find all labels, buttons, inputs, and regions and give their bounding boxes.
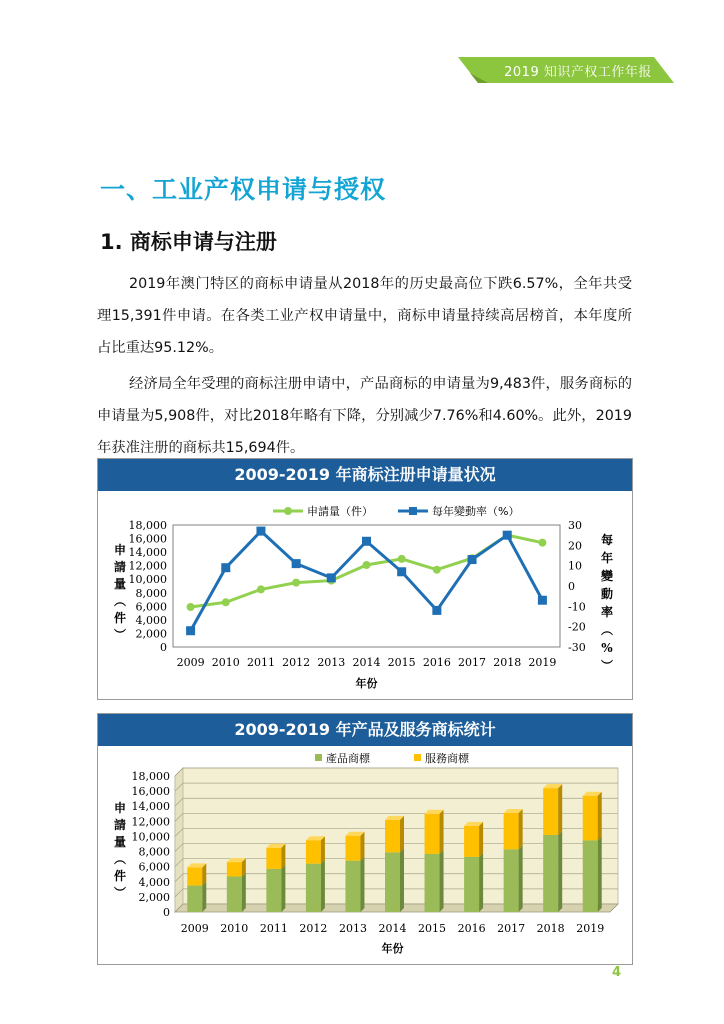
x-tick-label: 2014 [352, 656, 381, 669]
x-tick-label: 2013 [317, 656, 346, 669]
y2-axis-label: 動 [600, 587, 614, 601]
x-tick-label: 2018 [493, 656, 522, 669]
y-tick-label: 2,000 [138, 890, 170, 904]
bar-service [504, 813, 519, 849]
y2-axis-label: 每 [600, 533, 614, 547]
data-point-change-rate [538, 596, 547, 605]
bar-service [266, 848, 281, 869]
bar-product-side [479, 853, 483, 912]
x-tick-label: 2011 [259, 922, 288, 935]
y-axis-label: 件 [113, 611, 127, 625]
bar-service [464, 826, 479, 857]
x-axis-label: 年份 [381, 942, 404, 955]
data-point-change-rate [503, 531, 512, 540]
bar-service-side [519, 809, 523, 849]
bar-product-side [519, 845, 523, 912]
y2-tick-label: 0 [568, 580, 575, 593]
x-tick-label: 2010 [211, 656, 240, 669]
data-point-change-rate [292, 559, 301, 568]
y-tick-label: 8,000 [135, 586, 167, 600]
x-tick-label: 2009 [180, 922, 209, 935]
bar-service [543, 788, 558, 835]
x-tick-label: 2018 [536, 922, 565, 935]
y-axis-label: 件 [113, 869, 127, 883]
data-point-change-rate [186, 626, 195, 635]
x-axis-label: 年份 [355, 677, 378, 690]
y-tick-label: 10,000 [128, 573, 167, 587]
legend-label: 每年變動率（%） [432, 505, 520, 518]
bar-product [543, 835, 558, 912]
x-tick-label: 2011 [246, 656, 275, 669]
y-tick-label: 0 [163, 906, 170, 919]
bar-service [583, 796, 598, 841]
y-tick-label: 4,000 [135, 613, 167, 627]
legend-swatch-marker [284, 507, 292, 515]
report-banner [458, 57, 674, 83]
series-line-change-rate [191, 531, 543, 631]
bar-product-side [202, 882, 206, 912]
bar-product [464, 857, 479, 912]
bar-service [306, 840, 321, 863]
y-axis-label: 量 [113, 835, 127, 849]
bar-product-side [242, 872, 246, 912]
bar-product-side [400, 848, 404, 912]
data-point-applications [257, 585, 265, 593]
bar-product [187, 886, 202, 912]
y-axis-label: 申 [113, 543, 127, 557]
x-tick-label: 2019 [528, 656, 557, 669]
data-point-change-rate [256, 527, 265, 536]
data-point-applications [398, 555, 406, 563]
y-tick-label: 18,000 [128, 519, 167, 532]
legend-label: 申請量（件） [307, 505, 373, 518]
bar-service [227, 862, 242, 876]
y-tick-label: 14,000 [128, 546, 167, 560]
y-axis-label: 請 [113, 818, 127, 832]
bar-service-side [281, 844, 285, 869]
y-tick-label: 2,000 [135, 627, 167, 641]
data-point-change-rate [362, 537, 371, 546]
bar-product-side [598, 836, 602, 912]
x-tick-label: 2012 [282, 656, 311, 669]
bar-service-side [558, 784, 562, 835]
x-tick-label: 2016 [422, 656, 451, 669]
data-point-applications [292, 579, 300, 587]
bar-service-side [400, 816, 404, 852]
y-tick-label: 16,000 [131, 785, 170, 799]
x-tick-label: 2010 [220, 922, 249, 935]
data-point-applications [538, 539, 546, 547]
x-tick-label: 2012 [299, 922, 328, 935]
line-chart-title: 2009-2019 年商标注册申请量状况 [98, 459, 632, 491]
paragraph-1: 2019年澳门特区的商标申请量从2018年的历史最高位下跌6.57%，全年共受理15,391件申请。在各类工业产权申请量中，商标申请量持续高居榜首，本年度所占比重达95.12%。 [97, 276, 632, 356]
data-point-change-rate [221, 563, 230, 572]
bar-service-side [360, 832, 364, 861]
bar-service-side [321, 836, 325, 863]
y-axis-label: ︶ [113, 886, 127, 900]
data-point-change-rate [327, 573, 336, 582]
bar-product [583, 840, 598, 912]
y2-axis-label: % [601, 641, 613, 655]
bar-product [504, 849, 519, 912]
legend-swatch-marker [409, 507, 417, 515]
legend-label: 產品商標 [326, 752, 370, 765]
data-point-change-rate [397, 567, 406, 576]
legend-swatch [414, 754, 421, 761]
y2-axis-label: ︶ [600, 659, 614, 673]
bar-product-side [440, 850, 444, 912]
y-tick-label: 12,000 [128, 559, 167, 573]
data-point-applications [187, 603, 195, 611]
x-tick-label: 2017 [497, 922, 526, 935]
x-tick-label: 2014 [378, 922, 407, 935]
data-point-applications [363, 561, 371, 569]
bar-chart-panel [97, 713, 633, 965]
y-tick-label: 14,000 [131, 800, 170, 814]
y-tick-label: 4,000 [138, 875, 170, 889]
y-tick-label: 10,000 [131, 830, 170, 844]
y-tick-label: 0 [160, 641, 167, 654]
y2-axis-label: ︵ [600, 623, 614, 637]
y2-tick-label: 10 [568, 559, 582, 573]
y-axis-label: 量 [113, 577, 127, 591]
y-tick-label: 18,000 [131, 770, 170, 783]
legend-label: 服務商標 [425, 752, 469, 765]
y-axis-label: 申 [113, 801, 127, 815]
x-tick-label: 2019 [576, 922, 605, 935]
bar-chart [98, 714, 632, 964]
legend-swatch [315, 754, 322, 761]
y-tick-label: 6,000 [135, 600, 167, 614]
y-axis-label: ︵ [113, 594, 127, 608]
bar-service [425, 814, 440, 854]
y2-tick-label: -20 [568, 620, 586, 634]
bar-service-side [479, 822, 483, 857]
y-tick-label: 8,000 [138, 845, 170, 859]
data-point-change-rate [468, 555, 477, 564]
y-tick-label: 6,000 [138, 860, 170, 874]
x-tick-label: 2009 [176, 656, 205, 669]
y-tick-label: 12,000 [131, 815, 170, 829]
bar-service-side [598, 792, 602, 841]
y2-tick-label: 30 [568, 519, 582, 532]
y2-tick-label: 20 [568, 539, 582, 553]
y2-axis-label: 率 [600, 605, 614, 619]
section-title: 一、工业产权申请与授权 [100, 175, 387, 204]
y2-tick-label: -30 [568, 641, 586, 654]
line-chart [98, 459, 632, 699]
data-point-applications [433, 566, 441, 574]
x-tick-label: 2015 [418, 922, 447, 935]
line-chart-panel [97, 458, 633, 700]
bar-product-side [281, 865, 285, 912]
bar-product [345, 861, 360, 912]
bar-product [385, 852, 400, 912]
y2-axis-label: 年 [600, 551, 614, 565]
y2-tick-label: -10 [568, 600, 586, 614]
data-point-applications [222, 598, 230, 606]
y2-axis-label: 變 [600, 569, 614, 583]
bar-service [385, 820, 400, 852]
bar-product [306, 864, 321, 912]
bar-product [266, 869, 281, 912]
page-number: 4 [612, 965, 622, 980]
bar-product-side [321, 860, 325, 912]
y-axis-label: ︶ [113, 628, 127, 642]
data-point-change-rate [432, 606, 441, 615]
bar-service [345, 836, 360, 861]
paragraph-2: 经济局全年受理的商标注册申请中，产品商标的申请量为9,483件，服务商标的申请量为5,908件，对比2018年略有下降，分别减少7.76%和4.60%。此外，2019年获准注册的商标共15,694件。 [97, 376, 632, 456]
bar-service [187, 867, 202, 885]
bar-product-side [558, 831, 562, 912]
x-tick-label: 2016 [457, 922, 486, 935]
bar-product [425, 854, 440, 912]
bar-service-side [440, 810, 444, 854]
bar-product [227, 876, 242, 912]
banner-label: 2019 知识产权工作年报 [504, 65, 652, 80]
x-tick-label: 2015 [387, 656, 416, 669]
x-tick-label: 2017 [458, 656, 487, 669]
subsection-title: 1. 商标申请与注册 [100, 230, 277, 254]
x-tick-label: 2013 [338, 922, 367, 935]
bar-chart-title: 2009-2019 年产品及服务商标统计 [98, 714, 632, 746]
y-axis-label: 請 [113, 560, 127, 574]
y-axis-label: ︵ [113, 852, 127, 866]
bar-product-side [360, 857, 364, 912]
y-tick-label: 16,000 [128, 532, 167, 546]
